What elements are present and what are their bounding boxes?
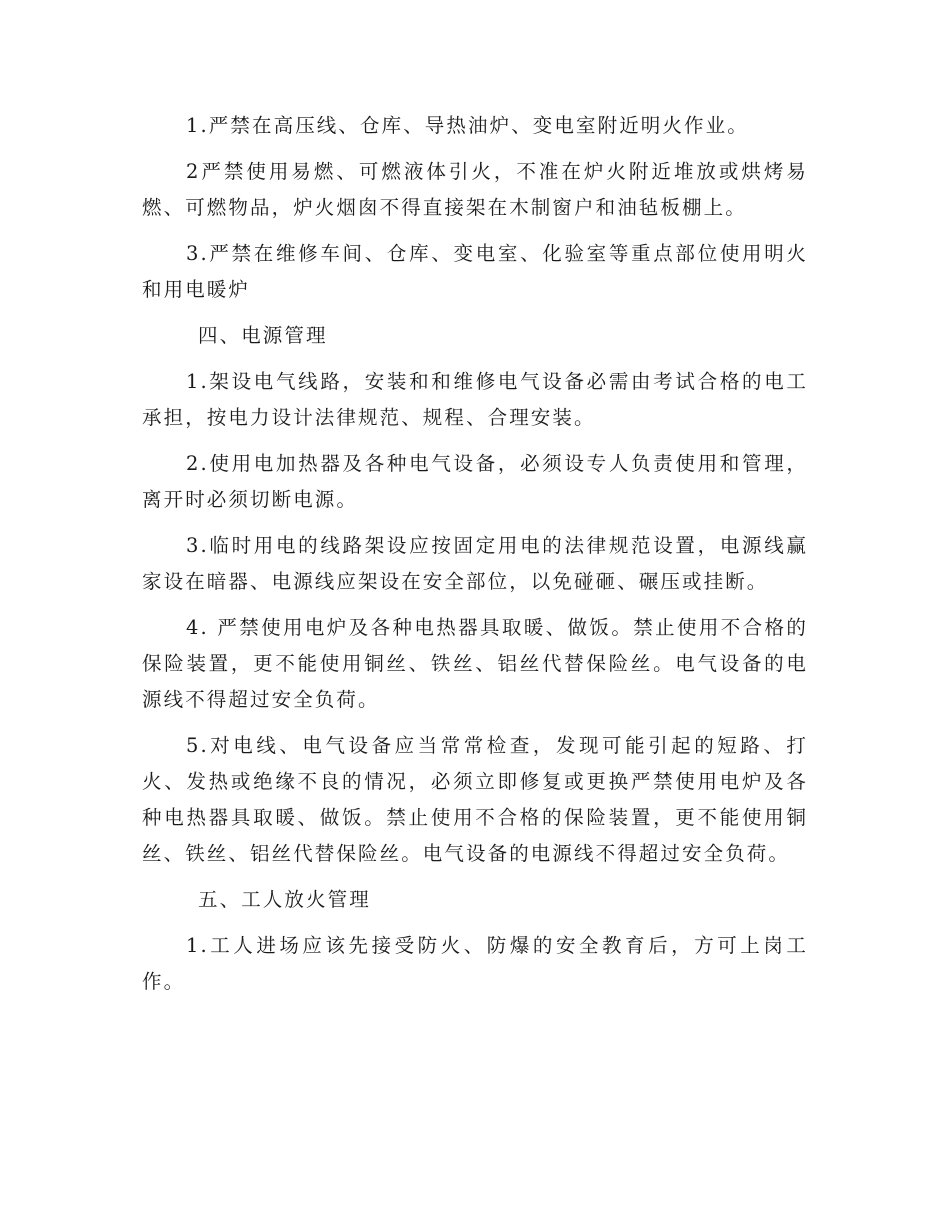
paragraph-power-5: 5.对电线、电气设备应当常常检查，发现可能引起的短路、打火、发热或绝缘不良的情况，必须立即修复或更换严禁使用电炉及各种电热器具取暖、做饭。禁止使用不合格的保险装置，更不能使用铜丝、铁丝、铝丝代替保险丝。电气设备的电源线不得超过安全负荷。	[142, 734, 808, 865]
paragraph-power-3: 3.临时用电的线路架设应按固定用电的法律规范设置，电源线赢家设在暗器、电源线应架设在安全部位，以免碰砸、碾压或挂断。	[142, 534, 808, 593]
section-heading-workers: 五、工人放火管理	[198, 888, 371, 911]
paragraph-workers-1: 1.工人进场应该先接受防火、防爆的安全教育后，方可上岗工作。	[142, 934, 808, 993]
section-heading-power: 四、电源管理	[198, 324, 328, 347]
paragraph-power-4: 4. 严禁使用电炉及各种电热器具取暖、做饭。禁止使用不合格的保险装置，更不能使用铜丝、铁丝、铝丝代替保险丝。电气设备的电源线不得超过安全负荷。	[142, 616, 808, 711]
paragraph-fire-3: 3.严禁在维修车间、仓库、变电室、化验室等重点部位使用明火和用电暖炉	[142, 242, 808, 301]
paragraph-fire-1: 1.严禁在高压线、仓库、导热油炉、变电室附近明火作业。	[186, 114, 749, 137]
paragraph-power-1: 1.架设电气线路，安装和和维修电气设备必需由考试合格的电工承担，按电力设计法律规范、规程、合理安装。	[142, 370, 808, 429]
document-body	[142, 108, 808, 1010]
paragraph-fire-2: 2严禁使用易燃、可燃液体引火，不准在炉火附近堆放或烘烤易燃、可燃物品，炉火烟囱不得直接架在木制窗户和油毡板棚上。	[142, 160, 808, 219]
paragraph-power-2: 2.使用电加热器及各种电气设备，必须设专人负责使用和管理，离开时必须切断电源。	[142, 452, 808, 511]
